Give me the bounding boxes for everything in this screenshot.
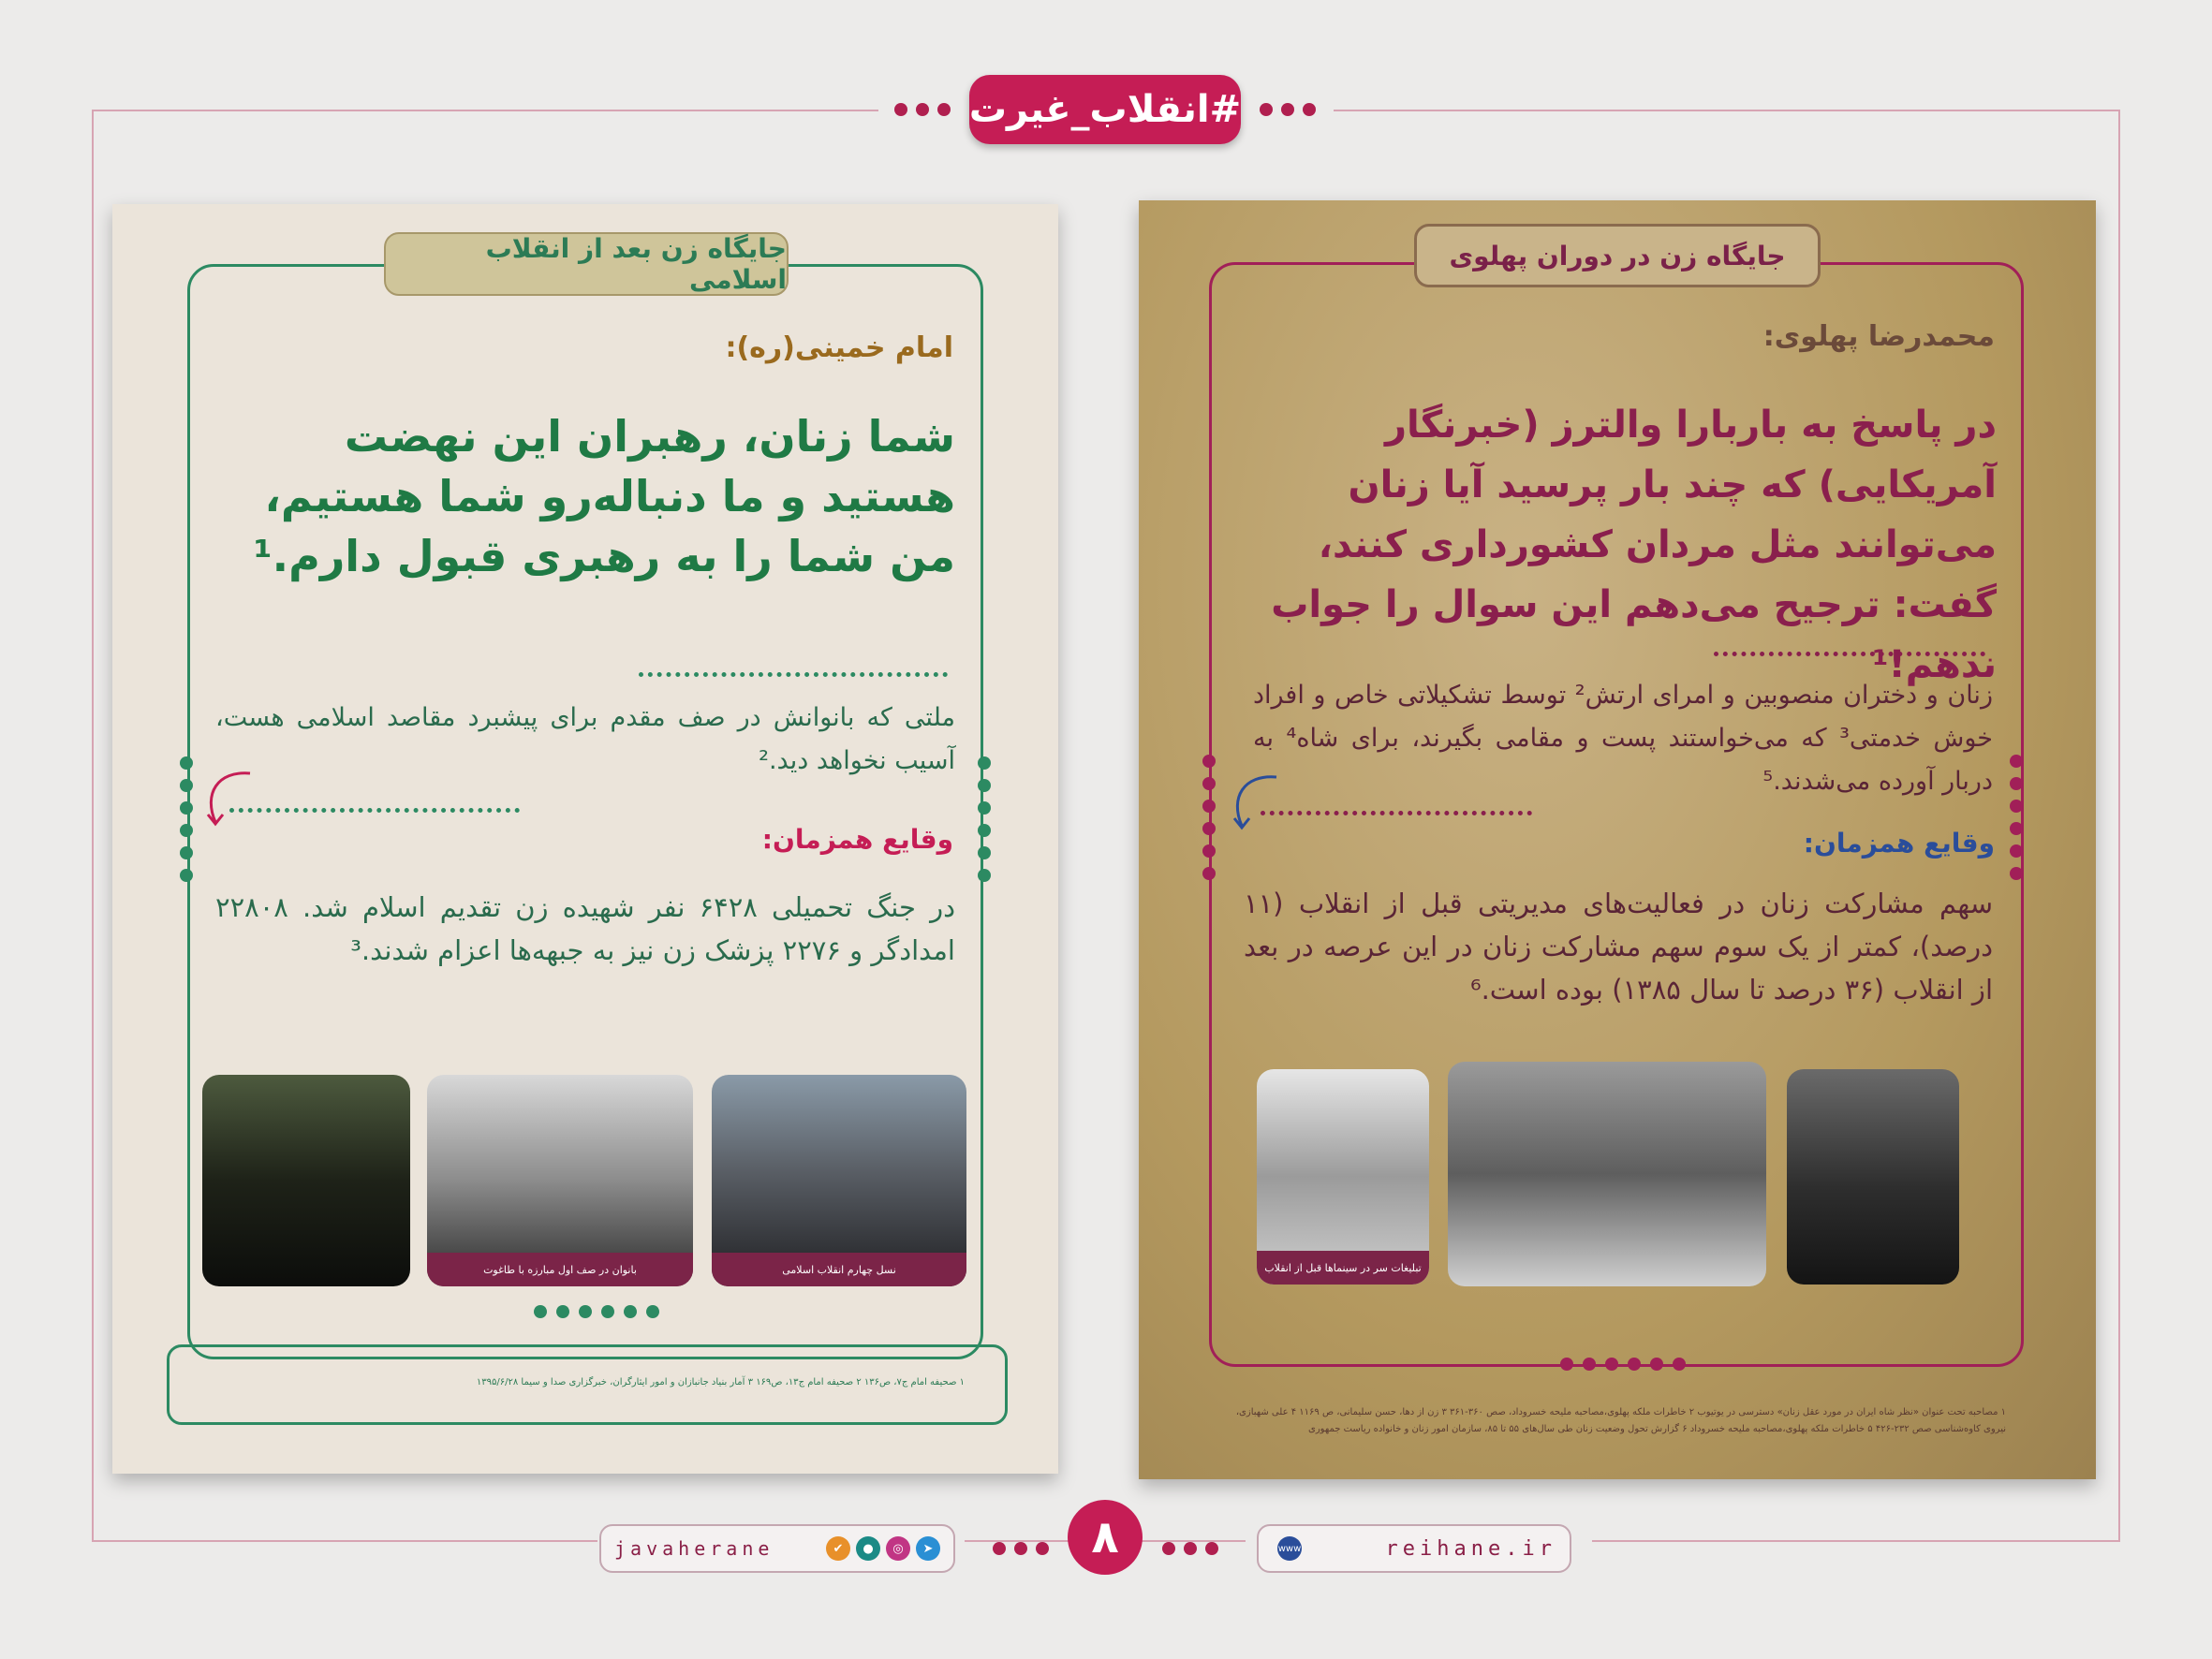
frame-bottom-left (92, 1540, 597, 1542)
frame-right (2118, 110, 2120, 1542)
side-dots-right (978, 756, 991, 882)
footer-dot (1162, 1542, 1175, 1555)
frame-bottom-right (1592, 1540, 2120, 1542)
top-dot (916, 103, 929, 116)
photo-caption: تبلیغات سر در سینماها قبل از انقلاب (1257, 1251, 1429, 1285)
photo-women-in-parliament (202, 1075, 410, 1286)
side-dots-left (1202, 755, 1216, 880)
photo-shah-in-car (1448, 1062, 1766, 1286)
events-text: سهم مشارکت زنان در فعالیت‌های مدیریتی قبل از انقلاب (۱۱ درصد)، کمتر از یک سوم سهم مشارکت زنان در این عرصه در بعد از انقلاب (۳۶ درصد تا سال ۱۳۸۵) بوده است.⁶ (1244, 888, 1993, 1006)
events-label: وقایع همزمان: (1803, 828, 1995, 859)
footer-dot (1036, 1542, 1049, 1555)
divider-dots (229, 808, 520, 813)
photo-shah-lighting-cigarette (1787, 1069, 1959, 1285)
frame-top-left (92, 110, 878, 111)
photo-caption: بانوان در صف اول مبارزه با طاغوت (427, 1253, 693, 1286)
quote-text: شما زنان، رهبران این نهضت هستید و ما دنباله‌رو شما هستیم، من شما را به رهبری قبول دارم.¹ (253, 411, 955, 581)
top-dot (1303, 103, 1316, 116)
curved-arrow-icon (1225, 770, 1290, 844)
events-text: در جنگ تحمیلی ۶۴۲۸ نفر شهیده زن تقدیم اسلام شد. ۲۲۸۰۸ امدادگر و ۲۲۷۶ پزشک زن نیز به جبهه‌ها اعزام شدند.³ (215, 891, 955, 966)
events-label: وقایع همزمان: (761, 824, 953, 855)
eitaa-icon[interactable]: ✔ (826, 1536, 850, 1561)
bottom-dots (534, 1305, 659, 1318)
side-dots-left (180, 756, 193, 882)
footer-dot (993, 1542, 1006, 1555)
top-dot (894, 103, 907, 116)
speaker-label: محمدرضا پهلوی: (1762, 320, 1995, 353)
quote-text: در پاسخ به باربارا والترز (خبرنگار آمریکایی) که چند بار پرسید آیا زنان می‌توانند مثل مردان کشورداری کنند، گفت: ترجیح می‌دهم این سوال را جواب ندهم!¹ (1271, 404, 1997, 686)
pahlavi-era-panel (1139, 200, 2096, 1479)
panel-title: جایگاه زن بعد از انقلاب اسلامی (384, 232, 789, 296)
social-handle-pill[interactable] (599, 1524, 955, 1573)
photo-women-in-front-line (427, 1075, 693, 1286)
frame-top-right (1334, 110, 2120, 111)
photo-cinema-posters (1257, 1069, 1429, 1285)
photo-female-protesters (712, 1075, 966, 1286)
photo-caption: نسل چهارم انقلاب اسلامی (712, 1253, 966, 1286)
globe-icon: www (1277, 1536, 1302, 1561)
website-pill[interactable] (1257, 1524, 1571, 1573)
footer-dot (1205, 1542, 1218, 1555)
frame-left (92, 110, 94, 1542)
telegram-icon[interactable]: ➤ (916, 1536, 940, 1561)
paragraph-text: ملتی که بانوانش در صف مقدم برای پیشبرد مقاصد اسلامی هست، آسیب نخواهد دید.² (215, 703, 955, 775)
paragraph-text: زنان و دختران منصوبین و امرای ارتش² توسط تشکیلاتی خاص و افراد خوش خدمتی³ که می‌خواستند پست و مقامی بگیرند، برای شاه⁴ به دربار آورده می‌شدند.⁵ (1253, 681, 1993, 796)
website-icon-group (1272, 1536, 1302, 1561)
bottom-dots (1560, 1358, 1686, 1371)
bale-icon[interactable]: ● (856, 1536, 880, 1561)
divider-dots (639, 672, 948, 677)
social-handle: javaherane (614, 1537, 774, 1560)
social-icons (820, 1536, 940, 1561)
page-number: ۸ (1068, 1500, 1143, 1575)
footnotes: ۱ صحیفه امام ج۷، ص۱۳۶ ۲ صحیفه امام ج۱۳، ص۱۶۹ ۳ آمار بنیاد جانبازان و امور ایثارگران، خبرگزاری صدا و سیما ۱۳۹۵/۶/۲۸ (476, 1377, 965, 1387)
top-dot (1260, 103, 1273, 116)
speaker-label: امام خمینی(ره): (725, 331, 953, 364)
hashtag-banner: #انقلاب_غیرت (969, 75, 1241, 144)
divider-dots (1714, 652, 1985, 656)
footnotes: ۱ مصاحبه تحت عنوان «نظر شاه ایران در مورد عقل زنان» دسترسی در یوتیوب ۲ خاطرات ملکه پهلوی،مصاحبه ملیحه خسروداد، صص ۳۶۰-۳۶۱ ۳ زن از دها، حسن سلیمانی، ص ۱۱۶۹ ۴ علی شهبازی، نیروی کاوه‌شناسی صص ۲۳۲-۴۲۶ ۵ خاطرات ملکه پهلوی،مصاحبه ملیحه خسروداد ۶ گزارش تحول وضعیت زنان طی سال‌های ۵۵ تا ۸۵، سازمان امور زنان و خانواده ریاست جمهوری (1235, 1407, 2006, 1434)
instagram-icon[interactable]: ◎ (886, 1536, 910, 1561)
divider-dots (1261, 811, 1532, 815)
footer-dot (1184, 1542, 1197, 1555)
post-revolution-panel (112, 204, 1058, 1474)
top-dot (937, 103, 951, 116)
website-url[interactable]: reihane.ir (1385, 1536, 1556, 1561)
side-dots-right (2010, 755, 2023, 880)
footer-dot (1014, 1542, 1027, 1555)
panel-title: جایگاه زن در دوران پهلوی (1414, 224, 1821, 287)
curved-arrow-icon (199, 766, 264, 841)
top-dot (1281, 103, 1294, 116)
